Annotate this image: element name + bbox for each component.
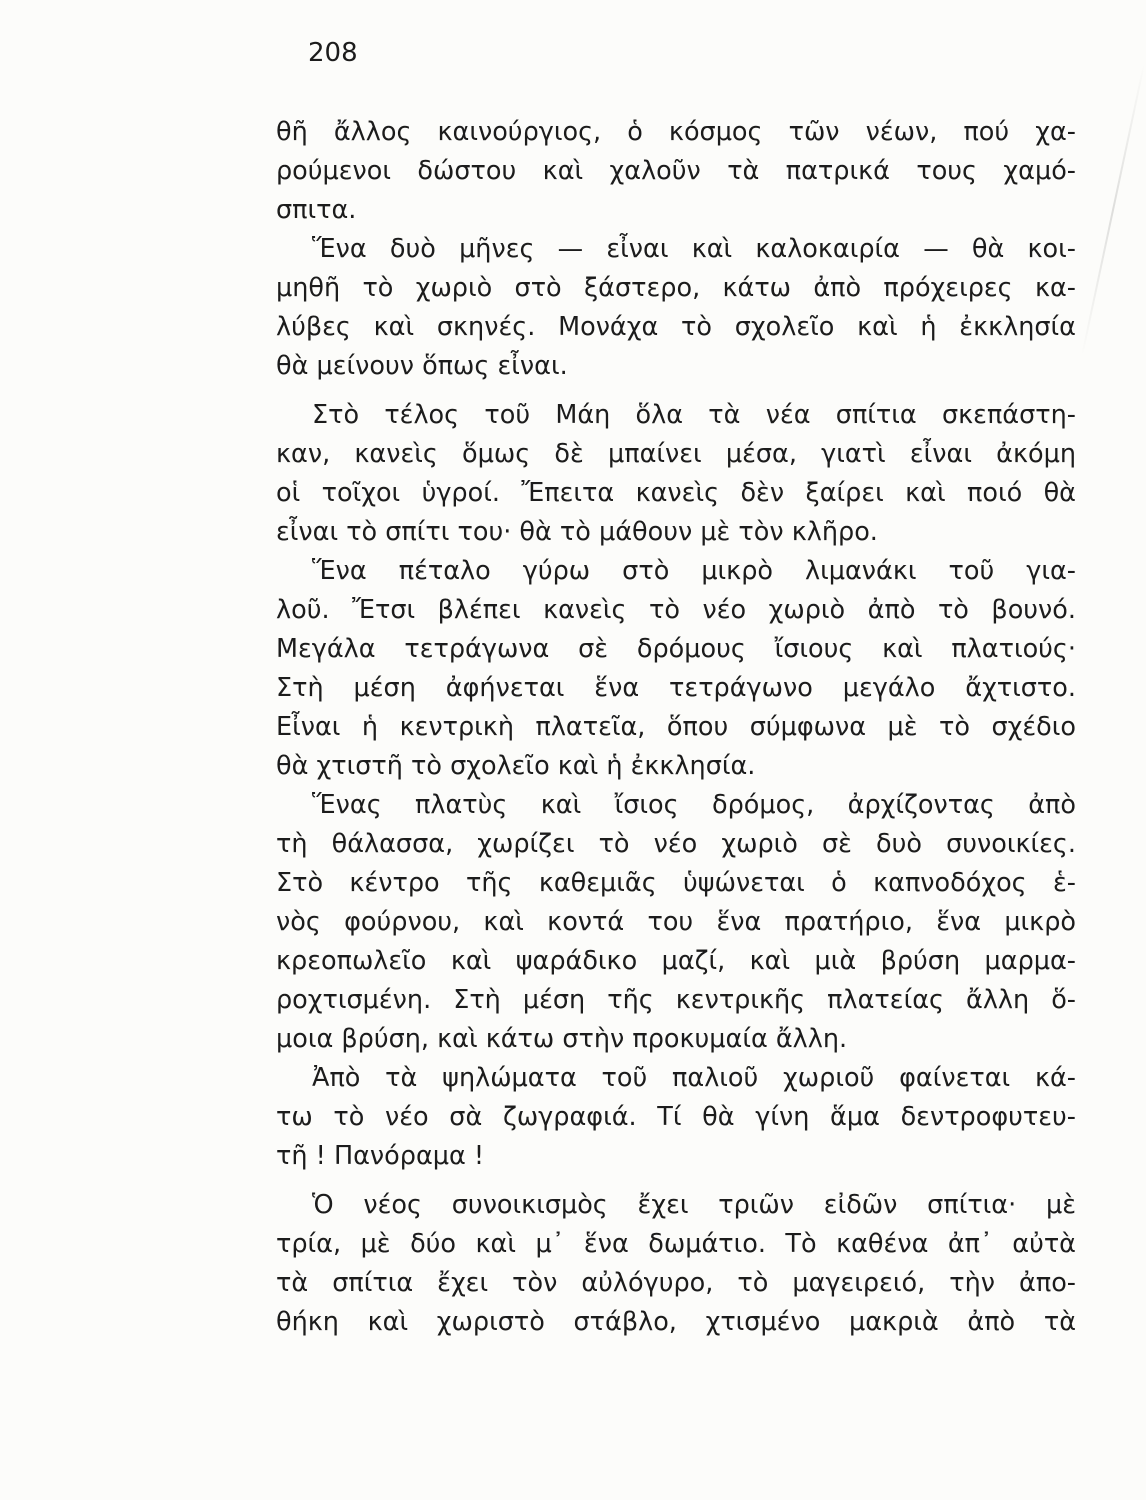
text-line: Ὁ νέος συνοικισμὸς ἔχει τριῶν εἰδῶν σπίτια· μὲ — [312, 1190, 1076, 1220]
paragraph-gap — [276, 386, 1076, 396]
text-line: τὰ σπίτια ἔχει τὸν αὐλόγυρο, τὸ μαγειρειό, τὴν ἀπο- — [276, 1268, 1076, 1298]
text-line: Εἶναι ἡ κεντρικὴ πλατεῖα, ὅπου σύμφωνα μὲ τὸ σχέδιο — [276, 712, 1076, 742]
text-line: ροχτισμένη. Στὴ μέση τῆς κεντρικῆς πλατείας ἄλλη ὅ- — [276, 985, 1076, 1015]
text-line: Στὸ κέντρο τῆς καθεμιᾶς ὑψώνεται ὁ καπνοδόχος ἑ- — [276, 868, 1076, 898]
text-line: θήκη καὶ χωριστὸ στάβλο, χτισμένο μακριὰ ἀπὸ τὰ — [276, 1307, 1076, 1337]
text-line: τρία, μὲ δύο καὶ μ᾽ ἕνα δωμάτιο. Τὸ καθένα ἀπ᾽ αὐτὰ — [276, 1229, 1076, 1259]
text-line: νὸς φούρνου, καὶ κοντά του ἕνα πρατήριο, ἕνα μικρὸ — [276, 907, 1076, 937]
paragraph-gap — [276, 1176, 1076, 1186]
text-line: τω τὸ νέο σὰ ζωγραφιά. Τί θὰ γίνη ἅμα δεντροφυτευ- — [276, 1102, 1076, 1132]
text-line: κρεοπωλεῖο καὶ ψαράδικο μαζί, καὶ μιὰ βρύση μαρμα- — [276, 946, 1076, 976]
text-line: ρούμενοι δώστου καὶ χαλοῦν τὰ πατρικά τους χαμό- — [276, 156, 1076, 186]
text-line: μοια βρύση, καὶ κάτω στὴν προκυμαία ἄλλη. — [276, 1024, 848, 1054]
text-line: λύβες καὶ σκηνές. Μονάχα τὸ σχολεῖο καὶ ἡ ἐκκλησία — [276, 312, 1076, 342]
body-text — [276, 113, 1076, 1342]
text-line: σπιτα. — [276, 195, 357, 225]
text-line: λοῦ. Ἔτσι βλέπει κανεὶς τὸ νέο χωριὸ ἀπὸ τὸ βουνό. — [276, 595, 1076, 625]
text-line: Στὸ τέλος τοῦ Μάη ὅλα τὰ νέα σπίτια σκεπάστη- — [312, 400, 1076, 430]
page-edge-shadow — [1081, 63, 1145, 357]
text-line: Ἕνα πέταλο γύρω στὸ μικρὸ λιμανάκι τοῦ για- — [312, 556, 1076, 586]
text-line: θὰ μείνουν ὅπως εἶναι. — [276, 351, 568, 381]
text-line: Ἕνας πλατὺς καὶ ἴσιος δρόμος, ἀρχίζοντας ἀπὸ — [312, 790, 1076, 820]
text-line: μηθῆ τὸ χωριὸ στὸ ξάστερο, κάτω ἀπὸ πρόχειρες κα- — [276, 273, 1076, 303]
text-line: Μεγάλα τετράγωνα σὲ δρόμους ἴσιους καὶ πλατιούς· — [276, 634, 1076, 664]
text-line: Ἀπὸ τὰ ψηλώματα τοῦ παλιοῦ χωριοῦ φαίνεται κά- — [312, 1063, 1076, 1093]
text-line: καν, κανεὶς ὅμως δὲ μπαίνει μέσα, γιατὶ εἶναι ἀκόμη — [276, 439, 1076, 469]
page-number: 208 — [308, 38, 358, 68]
text-line: Ἕνα δυὸ μῆνες — εἶναι καὶ καλοκαιρία — θὰ κοι- — [312, 234, 1076, 264]
text-line: Στὴ μέση ἀφήνεται ἕνα τετράγωνο μεγάλο ἄχτιστο. — [276, 673, 1076, 703]
text-line: τῆ ! Πανόραμα ! — [276, 1141, 485, 1171]
text-line: τὴ θάλασσα, χωρίζει τὸ νέο χωριὸ σὲ δυὸ συνοικίες. — [276, 829, 1076, 859]
text-line: οἱ τοῖχοι ὑγροί. Ἔπειτα κανεὶς δὲν ξαίρει καὶ ποιό θὰ — [276, 478, 1076, 508]
text-line: εἶναι τὸ σπίτι του· θὰ τὸ μάθουν μὲ τὸν κλῆρο. — [276, 517, 878, 547]
text-line: θῆ ἄλλος καινούργιος, ὁ κόσμος τῶν νέων, πού χα- — [276, 117, 1076, 147]
text-line: θὰ χτιστῆ τὸ σχολεῖο καὶ ἡ ἐκκλησία. — [276, 751, 756, 781]
